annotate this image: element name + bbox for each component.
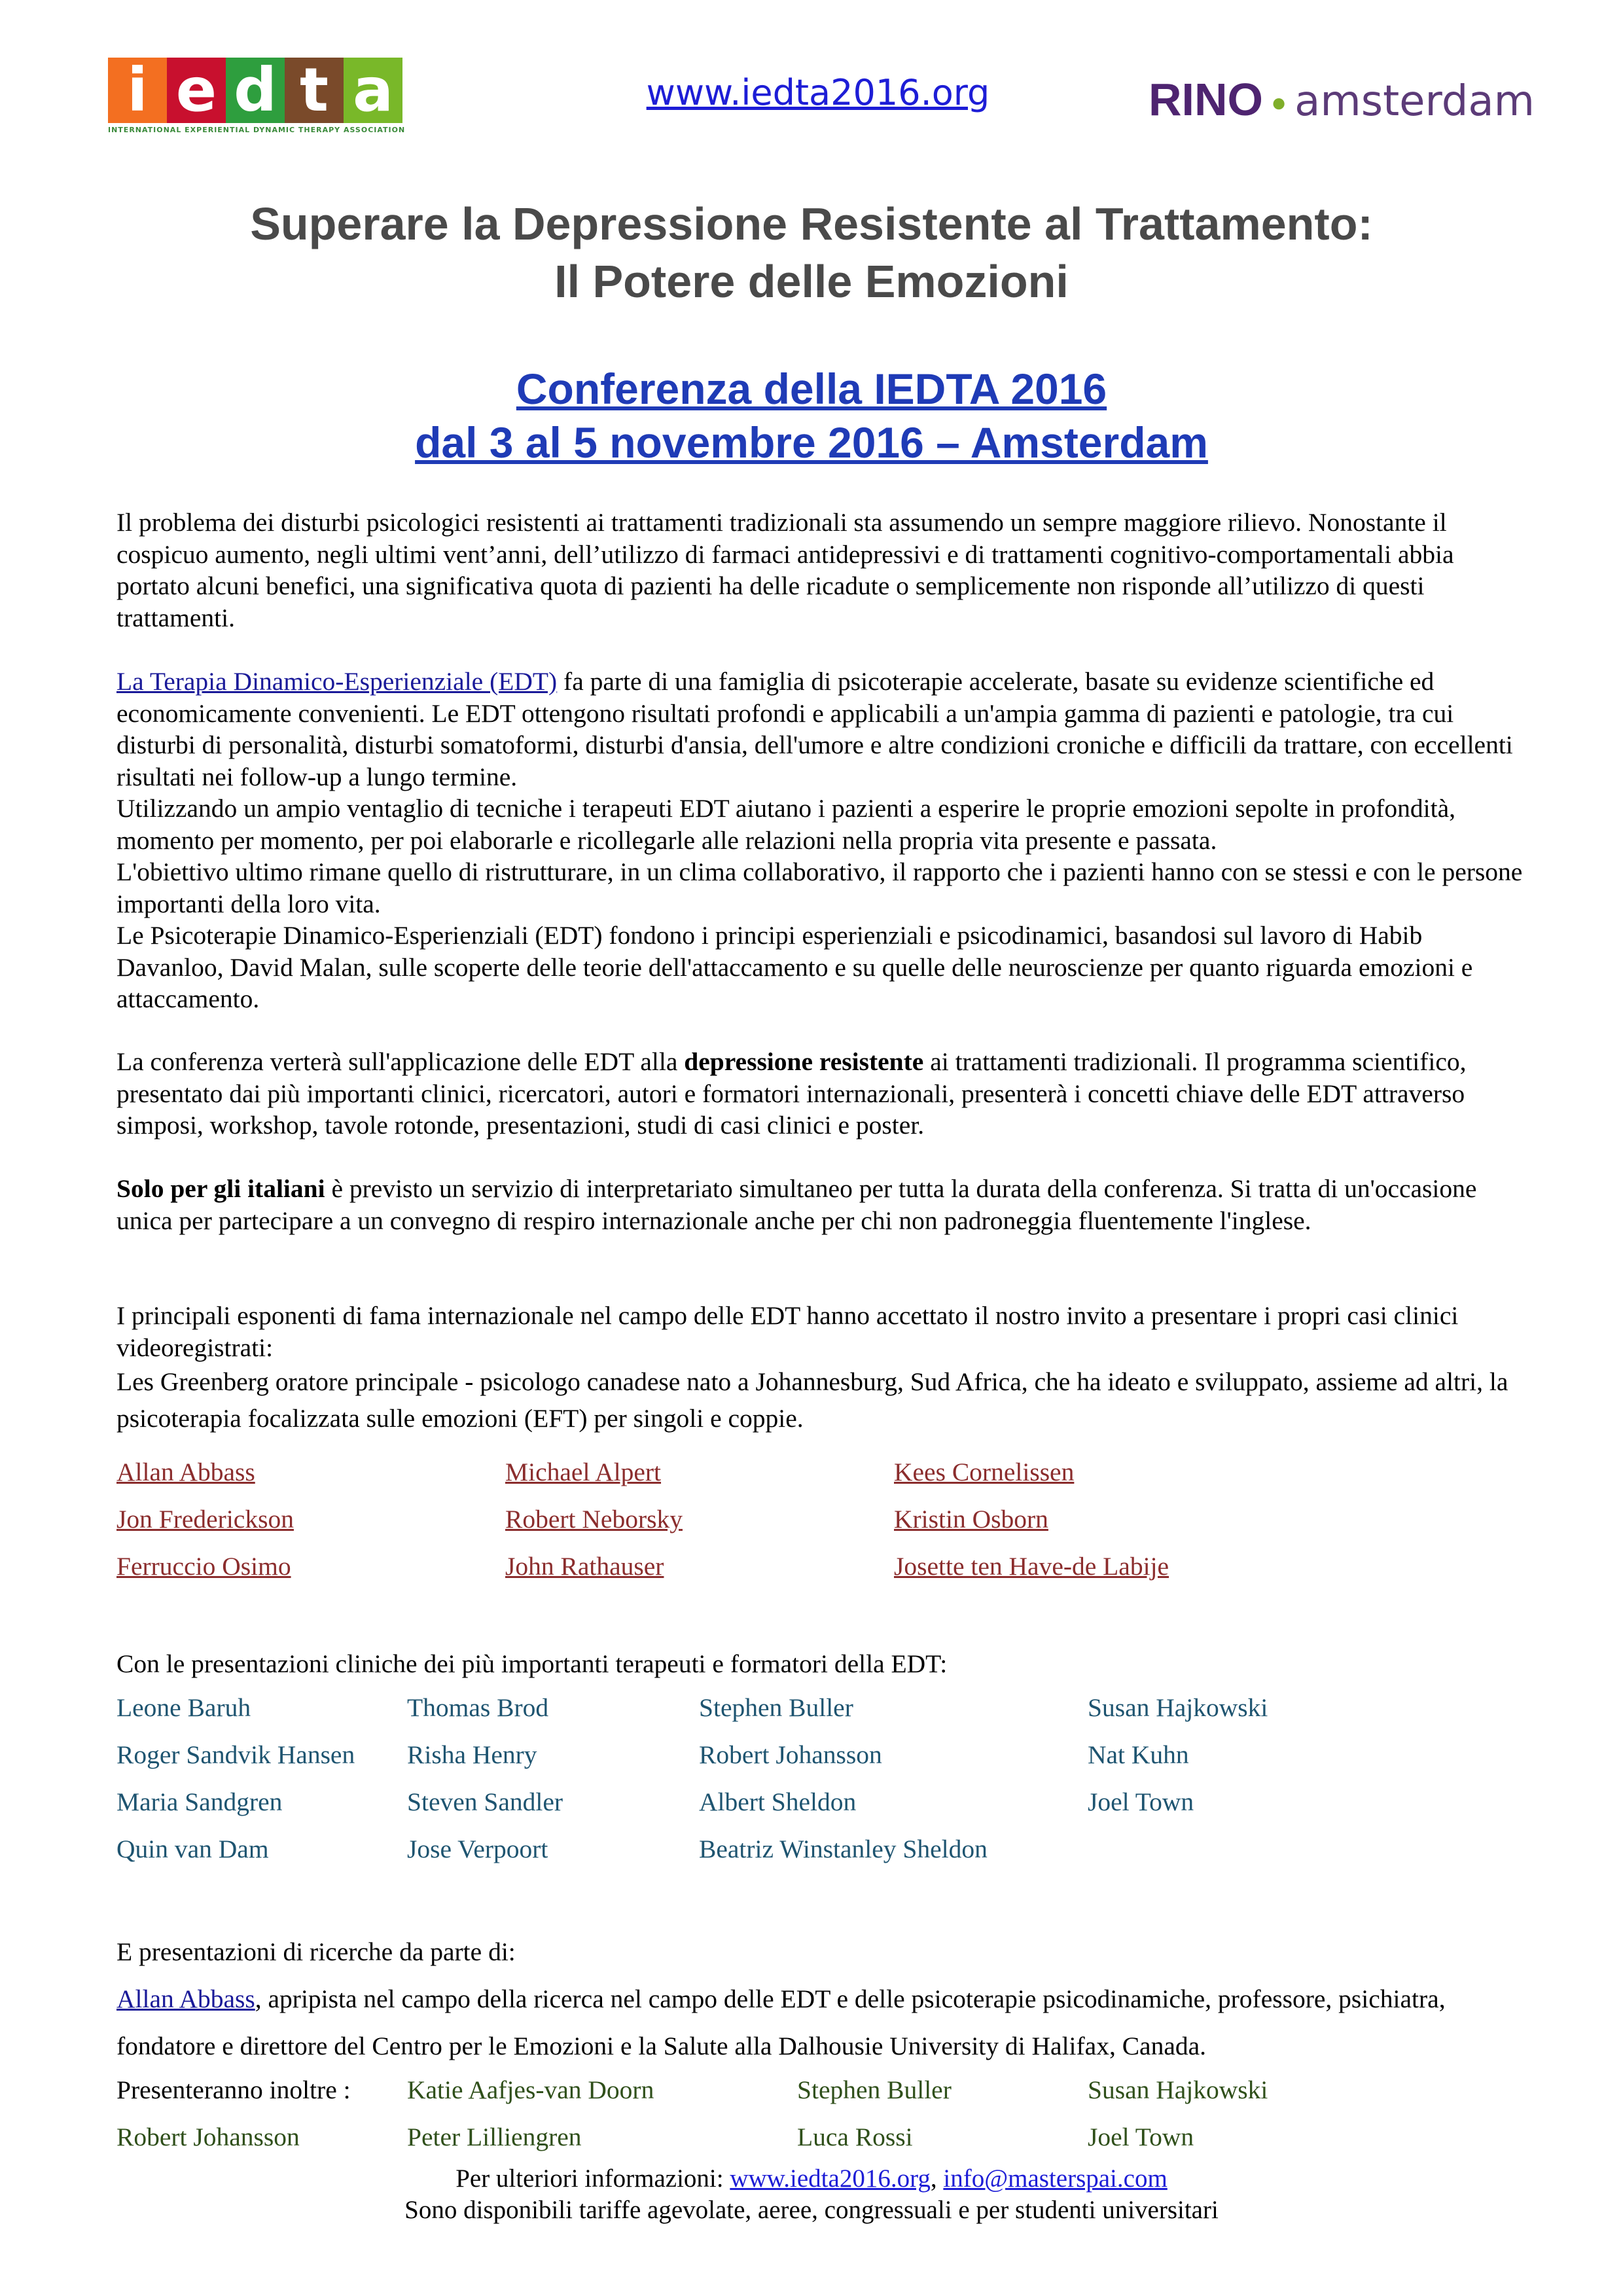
presenter-name: Leone Baruh — [116, 1693, 251, 1722]
page-title — [118, 195, 1505, 310]
clinical-row-3 — [0, 1785, 1623, 1818]
amsterdam-text: amsterdam — [1294, 77, 1535, 126]
presenter-name: Susan Hajkowski — [1088, 1693, 1268, 1722]
presenter-name: Joel Town — [1088, 2123, 1194, 2151]
research-row-2 — [0, 2121, 1623, 2153]
presenter-name: Peter Lilliengren — [407, 2123, 582, 2151]
presenter-name: Stephen Buller — [699, 1693, 853, 1722]
logo-letter-e: e — [167, 58, 226, 123]
speaker-link[interactable]: Robert Neborsky — [505, 1505, 683, 1534]
paragraph-6-b: ai trattamenti tradizionali. Il programma scientifico, presentato dai più importanti clinici, ricercatori, autori e formatori internazionali, presenterà i concetti chiave delle EDT attraverso simposi, workshop, tavole rotonde, presentazioni, studi di casi clinici e poster. — [116, 1047, 1467, 1139]
logo-letter-i: i — [108, 58, 167, 123]
paragraph-6-a: La conferenza verterà sull'applicazione delle EDT alla — [116, 1047, 685, 1076]
speaker-link[interactable]: Jon Frederickson — [116, 1505, 294, 1534]
paragraph-5: Le Psicoterapie Dinamico-Esperienziali (EDT) fondono i principi esperienziali e psicodinamici, basandosi sul lavoro di Habib Davanloo, David Malan, sulle scoperte delle teorie dell'attaccamento e su quelle delle neuroscienze per quanto riguarda emozioni e attaccamento. — [116, 921, 1473, 1013]
presenter-name: Thomas Brod — [407, 1693, 549, 1722]
presenter-name: Stephen Buller — [797, 2075, 952, 2104]
research-paragraph — [116, 1975, 1524, 2070]
keynote-row-2 — [0, 1503, 1623, 1535]
footer-separator: , — [930, 2164, 944, 2193]
title-line-1: Superare la Depressione Resistente al Trattamento: — [250, 198, 1373, 249]
logo-letter-a: a — [344, 58, 402, 123]
clinical-row-1 — [0, 1691, 1623, 1724]
research-row-1 — [0, 2073, 1623, 2106]
keynote-row-1 — [0, 1456, 1623, 1488]
abbass-link[interactable]: Allan Abbass — [116, 1984, 255, 2013]
paragraph-7-text: è previsto un servizio di interpretariato simultaneo per tutta la durata della conferenza. Si tratta di un'occasione unica per partecipare a un convegno di respiro internazionale anche per chi non padroneggia fluentemente l'inglese. — [116, 1174, 1477, 1235]
research-section — [116, 1928, 1524, 2070]
paragraph-3: Utilizzando un ampio ventaglio di tecniche i terapeuti EDT aiutano i pazienti a esperire le proprie emozioni sepolte in profondità, momento per momento, per poi elaborarle e ricollegarle alle relazioni nella propria vita presente e passata. — [116, 794, 1455, 855]
presenter-name: Quin van Dam — [116, 1835, 269, 1863]
clinical-row-2 — [0, 1738, 1623, 1771]
also-presenting-label: Presenteranno inoltre : — [116, 2075, 351, 2104]
dot-icon: ● — [1271, 88, 1287, 118]
paragraph-7-bold: Solo per gli italiani — [116, 1174, 325, 1203]
paragraph-2-text: fa parte di una famiglia di psicoterapie accelerate, basate su evidenze scientifiche ed economicamente convenienti. Le EDT ottengono risultati profondi e applicabili a un'ampia gamma di pazienti e patologie, tra cui disturbi di personalità, disturbi somatoformi, disturbi d'ansia, dell'umore e altre condizioni croniche e difficili da trattare, con eccellenti risultati nei follow-up a lungo termine. — [116, 667, 1513, 791]
footer-prefix: Per ulteriori informazioni: — [455, 2164, 730, 2193]
iedta-logo — [108, 55, 406, 139]
presenter-name: Robert Johansson — [116, 2123, 300, 2151]
presenter-name: Risha Henry — [407, 1740, 537, 1769]
speaker-link[interactable]: Kristin Osborn — [894, 1505, 1048, 1534]
presenter-name: Luca Rossi — [797, 2123, 913, 2151]
footer-line-1 — [118, 2163, 1505, 2195]
subtitle-line-1[interactable]: Conferenza della IEDTA 2016 — [516, 365, 1107, 413]
presenter-name: Steven Sandler — [407, 1787, 563, 1816]
speaker-link[interactable]: John Rathauser — [505, 1552, 664, 1581]
speaker-link[interactable]: Ferruccio Osimo — [116, 1552, 291, 1581]
footer — [118, 2163, 1505, 2226]
footer-site-link[interactable]: www.iedta2016.org — [730, 2164, 931, 2193]
paragraph-4: L'obiettivo ultimo rimane quello di ristrutturare, in un clima collaborativo, il rapporto che i pazienti hanno con se stessi e con le persone importanti della loro vita. — [116, 857, 1523, 918]
logo-letter-t: t — [285, 58, 344, 123]
italian-paragraph — [116, 1173, 1524, 1236]
research-intro: E presentazioni di ricerche da parte di: — [116, 1937, 516, 1966]
clinical-intro-text: Con le presentazioni cliniche dei più importanti terapeuti e formatori della EDT: — [116, 1649, 948, 1678]
logo-subtitle: INTERNATIONAL EXPERIENTIAL DYNAMIC THERAPY ASSOCIATION — [108, 126, 406, 134]
speaker-link[interactable]: Josette ten Have-de Labije — [894, 1552, 1169, 1581]
rino-text: RINO — [1149, 74, 1263, 125]
clinical-row-4 — [0, 1833, 1623, 1865]
footer-email-link[interactable]: info@masterspai.com — [943, 2164, 1168, 2193]
clinical-intro — [116, 1648, 1524, 1680]
conference-subtitle[interactable] — [118, 362, 1505, 469]
subtitle-line-2[interactable]: dal 3 al 5 novembre 2016 – Amsterdam — [415, 418, 1208, 467]
conference-paragraph — [116, 1046, 1524, 1141]
paragraph-6-bold: depressione resistente — [684, 1047, 924, 1076]
intro-paragraph — [116, 507, 1524, 634]
presenter-name: Susan Hajkowski — [1088, 2075, 1268, 2104]
presenter-name: Katie Aafjes-van Doorn — [407, 2075, 654, 2104]
speaker-link[interactable]: Allan Abbass — [116, 1458, 255, 1486]
speaker-link[interactable]: Michael Alpert — [505, 1458, 662, 1486]
paragraph-6 — [116, 1046, 1524, 1141]
presenter-name: Albert Sheldon — [699, 1787, 857, 1816]
paragraph-7 — [116, 1173, 1524, 1236]
logo-letter-d: d — [226, 58, 285, 123]
presenter-name: Nat Kuhn — [1088, 1740, 1189, 1769]
presenter-name: Beatriz Winstanley Sheldon — [699, 1835, 988, 1863]
paragraph-2 — [116, 666, 1524, 793]
speaker-link[interactable]: Kees Cornelissen — [894, 1458, 1075, 1486]
paragraph-9: Les Greenberg oratore principale - psicologo canadese nato a Johannesburg, Sud Africa, che ha ideato e sviluppato, assieme ad altri, la psicoterapia focalizzata sulle emozioni (EFT) per singoli e coppie. — [116, 1367, 1508, 1433]
paragraph-1: Il problema dei disturbi psicologici resistenti ai trattamenti tradizionali sta assumendo un sempre maggiore rilievo. Nonostante il cospicuo aumento, negli ultimi vent’anni, dell’utilizzo di farmaci antidepressivi e di trattamenti cognitivo-comportamentali abbia portato alcuni benefici, una significativa quota di pazienti ha delle ricadute o semplicemente non risponde all’utilizzo di questi trattamenti. — [116, 508, 1454, 632]
paragraph-8: I principali esponenti di fama internazionale nel campo delle EDT hanno accettato il nostro invito a presentare i propri casi clinici videoregistrati: — [116, 1301, 1459, 1362]
presenter-name: Roger Sandvik Hansen — [116, 1740, 355, 1769]
keynote-row-3 — [0, 1550, 1623, 1583]
edt-section — [116, 666, 1524, 1015]
rino-amsterdam-logo — [1149, 73, 1535, 126]
edt-link[interactable]: La Terapia Dinamico-Esperienziale (EDT) — [116, 667, 558, 696]
footer-line-2: Sono disponibili tariffe agevolate, aeree, congressuali e per studenti universitari — [404, 2196, 1219, 2224]
title-line-2: Il Potere delle Emozioni — [554, 256, 1069, 307]
presenter-name: Maria Sandgren — [116, 1787, 283, 1816]
presenter-name: Joel Town — [1088, 1787, 1194, 1816]
presenter-name: Robert Johansson — [699, 1740, 882, 1769]
presenter-name: Jose Verpoort — [407, 1835, 548, 1863]
speakers-intro — [116, 1300, 1524, 1437]
header-site-link[interactable]: www.iedta2016.org — [646, 72, 990, 113]
research-text: , apripista nel campo della ricerca nel campo delle EDT e delle psicoterapie psicodinamiche, professore, psichiatra, fondatore e direttore del Centro per le Emozioni e la Salute alla Dalhousie University di Halifax, Canada. — [116, 1984, 1446, 2060]
